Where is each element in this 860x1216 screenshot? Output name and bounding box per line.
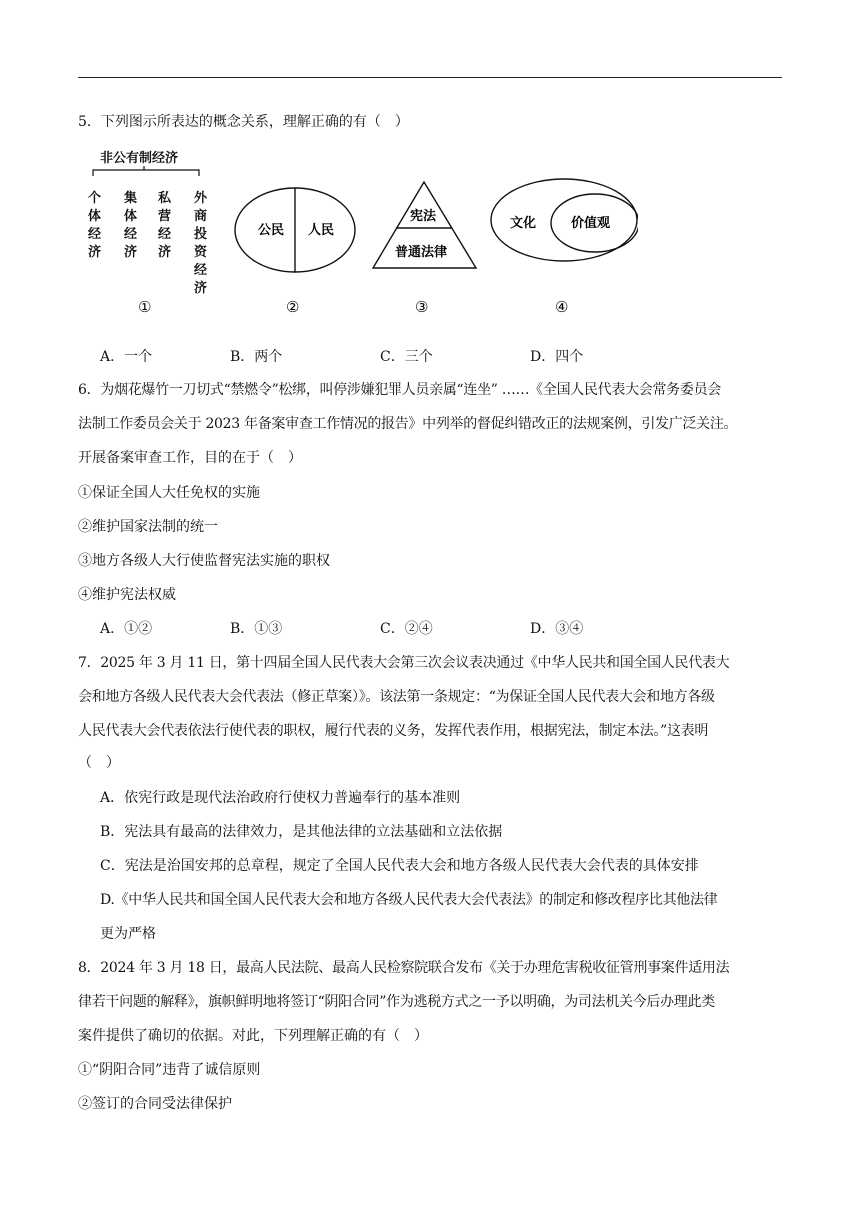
q7-stem-line-3: 人民代表大会代表依法行使代表的职权，履行代表的义务，发挥代表作用，根据宪法，制定本法。”这表明 [78,723,709,739]
fig3-bottom: 普通法律 [395,245,448,260]
fig1-columns [88,190,208,296]
fig3-num: ③ [415,298,429,316]
fig4-inner: 价值观 [571,216,611,231]
q8-item-1: ①“阴阳合同”违背了诚信原则 [78,1062,261,1078]
q7-option-c: C．宪法是治国安邦的总章程，规定了全国人民代表大会和地方各级人民代表大会代表的具体安排 [100,858,699,874]
q5-option-d: D．四个 [530,349,584,365]
q6-item-2: ②维护国家法制的统一 [78,519,218,535]
fig2-right: 人民 [308,223,335,238]
q5-stem: 5．下列图示所表达的概念关系，理解正确的有（ ） [78,114,409,130]
q6-stem-line-1: 6．为烟花爆竹一刀切式“禁燃令”松绑，叫停涉嫌犯罪人员亲属“连坐” ……《全国人民代表大会常务委员会 [78,382,721,398]
q8-stem-line-2: 律若干问题的解释》，旗帜鲜明地将签订“阴阳合同”作为逃税方式之一予以明确，为司法机关今后办理此类 [78,994,715,1010]
q8-item-2: ②签订的合同受法律保护 [78,1096,232,1112]
q6-option-b: B．①③ [230,621,283,637]
q6-item-1: ①保证全国人大任免权的实施 [78,485,260,501]
header-rule [78,77,782,78]
q5-concept-figure [78,146,638,326]
q6-option-c: C．②④ [380,621,433,637]
q7-stem-line-2: 会和地方各级人民代表大会代表法（修正草案）》。该法第一条规定：“为保证全国人民代表大会和地方各级 [78,689,715,705]
figure-4-nested-ellipses [491,179,638,316]
q7-option-d: D.《中华人民共和国全国人民代表大会和地方各级人民代表大会代表法》的制定和修改程序比其他法律 [100,892,718,908]
fig4-outer: 文化 [510,216,537,231]
q5-option-a: A．一个 [100,349,153,365]
fig1-column-2: 集体经济 [124,191,138,260]
q8-stem-line-1: 8．2024 年 3 月 18 日，最高人民法院、最高人民检察院联合发布《关于办理危害税收征管刑事案件适用法 [78,960,730,976]
q7-option-d-cont: 更为严格 [100,926,156,942]
q7-option-b: B．宪法具有最高的法律效力，是其他法律的立法基础和立法依据 [100,824,503,840]
q7-stem-line-4: （ ） [78,755,120,771]
q6-item-3: ③地方各级人大行使监督宪法实施的职权 [78,553,330,569]
q6-stem-line-3: 开展备案审查工作，目的在于（ ） [78,450,302,466]
fig1-num: ① [138,298,152,316]
fig2-num: ② [286,298,300,316]
fig4-num: ④ [555,298,569,316]
q6-stem-line-2: 法制工作委员会关于 2023 年备案审查工作情况的报告》中列举的督促纠错改正的法规案例，引发广泛关注。 [78,416,738,432]
q7-stem-line-1: 7．2025 年 3 月 11 日，第十四届全国人民代表大会第三次会议表决通过《中华人民共和国全国人民代表大 [78,655,730,671]
fig3-top: 宪法 [410,209,437,224]
fig2-left: 公民 [258,223,285,238]
figure-1-tree [88,150,208,316]
fig1-column-1: 个体经济 [88,191,102,260]
fig1-title: 非公有制经济 [100,151,179,166]
q5-option-c: C．三个 [380,349,433,365]
q7-option-a: A．依宪行政是现代法治政府行使权力普遍奉行的基本准则 [100,790,461,806]
q6-option-a: A．①② [100,621,153,637]
q6-option-d: D．③④ [530,621,584,637]
fig1-column-4: 外商投资经济 [194,191,208,296]
fig1-column-3: 私营经济 [158,191,172,260]
q8-stem-line-3: 案件提供了确切的依据。对此，下列理解正确的有（ ） [78,1028,428,1044]
q6-item-4: ④维护宪法权威 [78,587,176,603]
figure-3-triangle [373,182,476,316]
figure-2-split-ellipse [235,188,355,316]
q5-option-b: B．两个 [230,349,283,365]
